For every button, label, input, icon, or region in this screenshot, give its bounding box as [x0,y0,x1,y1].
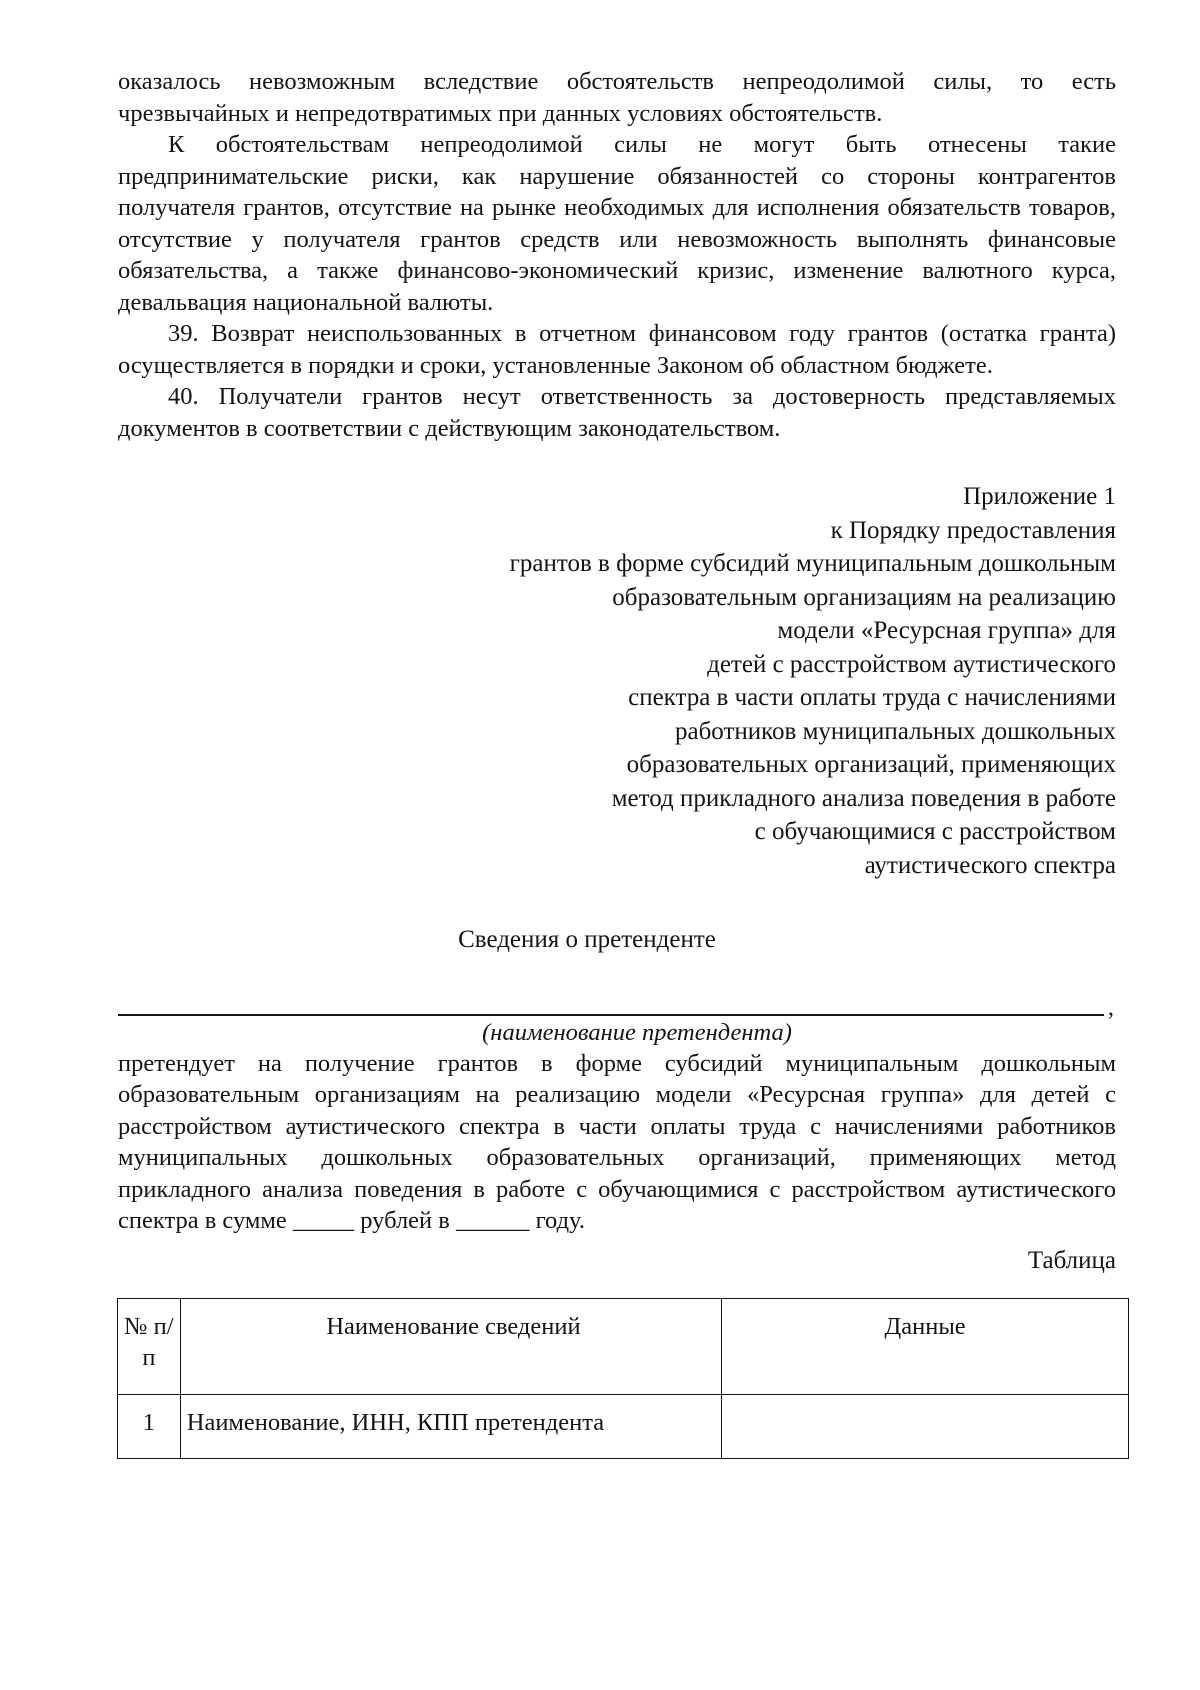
form-title: Сведения о претенденте [458,926,716,953]
appendix-line: модели «Ресурсная группа» для [777,617,1116,644]
appendix-line: детей с расстройством аутистического [707,650,1116,678]
applicant-name-field[interactable] [118,986,1116,1021]
header-number: № п/п [118,1299,181,1395]
appendix-line: работников муниципальных дошкольных [674,717,1116,745]
document-page [118,66,1116,1459]
paragraph-39: 39. Возврат неиспользованных в отчетном финансовом году грантов (остатка гранта) осуществляется в порядки и сроки, установленные Законом об областном бюджете. [118,320,1116,379]
table-row [118,1395,1129,1459]
cell-number: 1 [118,1395,181,1459]
appendix-line: спектра в части оплаты труда с начислениями [628,684,1116,711]
appendix-line: образовательным организациям на реализацию [612,583,1116,611]
appendix-line: с обучающимися с расстройством [754,818,1116,845]
appendix-line: Приложение 1 [963,483,1116,510]
appendix-line: грантов в форме субсидий муниципальным дошкольным [509,550,1116,577]
paragraph-40: 40. Получатели грантов несут ответственность за достоверность представляемых документов в соответствии с действующим законодательством. [118,383,1116,442]
form-body: претендует на получение грантов в форме субсидий муниципальным дошкольным образовательным организациям на реализацию модели «Ресурсная группа» для детей с расстройством аутистического спектра в части оплаты труда с начислениями работников муниципальных дошкольных образовательных организаций, применяющих метод прикладного анализа поведения в работе с обучающимися с расстройством аутистического спектра в сумме _____ рублей в ______ году. [118,1049,1116,1234]
blank-comma: , [1107,994,1114,1021]
header-info-name: Наименование сведений [180,1299,721,1395]
table-header-row [118,1299,1129,1395]
paragraph-continuation: оказалось невозможным вследствие обстоятельств непреодолимой силы, то есть чрезвычайных и непредотвратимых при данных условиях обстоятельств. [118,68,1116,127]
paragraph-force-majeure: К обстоятельствам непреодолимой силы не могут быть отнесены такие предпринимательские риски, как нарушение обязанностей со стороны контрагентов получателя грантов, отсутствие на рынке необходимых для исполнения обязательств товаров, отсутствие у получателя грантов средств или невозможность выполнять финансовые обязательства, а также финансово-экономический кризис, изменение валютного курса, девальвация национальной валюты. [118,131,1116,316]
cell-data[interactable] [722,1395,1129,1459]
appendix-line: метод прикладного анализа поведения в работе [611,784,1116,812]
header-data: Данные [722,1299,1129,1395]
appendix-line: аутистического спектра [864,851,1116,879]
appendix-line: образовательных организаций, применяющих [626,751,1116,778]
appendix-header [118,480,1116,882]
appendix-line: к Порядку предоставления [830,516,1116,544]
applicant-name-caption: (наименование претендента) [482,1018,792,1046]
cell-info-name: Наименование, ИНН, КПП претендента [180,1395,721,1459]
table-label: Таблица [1027,1246,1116,1274]
applicant-info-table [117,1298,1129,1459]
applicant-name-line [118,1014,1104,1016]
